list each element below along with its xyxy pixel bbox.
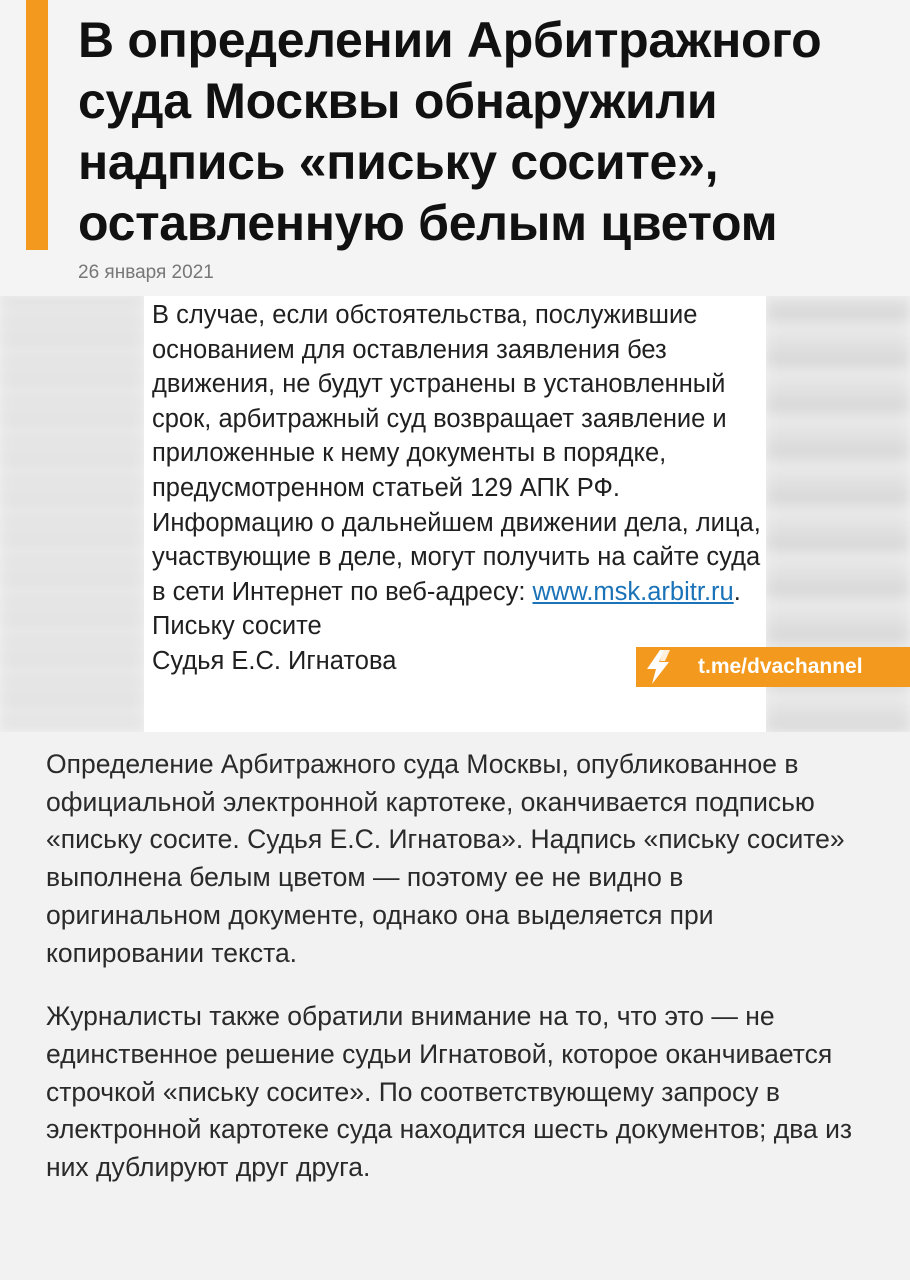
judge-signature: Судья Е.С. Игнатова xyxy=(152,646,397,675)
article-body xyxy=(0,732,910,1187)
document-screenshot xyxy=(0,296,910,732)
document-paragraph: В случае, если обстоятельства, послужившие основанием для оставления заявления без движения, не будут устранены в установленный срок, арбитражный суд возвращает заявление и приложенные к нему документы в порядке, предусмотренном статьей 129 АПК РФ. Информацию о дальнейшем движении дела, лица, участвующие в деле, могут получить на сайте суда в сети Интернет по веб-адресу: xyxy=(152,301,761,606)
channel-badge[interactable] xyxy=(636,647,910,687)
body-paragraph-1: Определение Арбитражного суда Москвы, опубликованное в официальной электронной картотеке, оканчивается подписью «письку сосите. Судья Е.С. Игнатова». Надпись «письку сосите» выполнена белым цветом — поэтому ее не видно в оригинальном документе, однако она выделяется при копировании текста. xyxy=(46,749,845,968)
blurred-edge-left xyxy=(0,296,144,732)
channel-badge-label: t.me/dvachannel xyxy=(698,655,863,678)
document-period: . xyxy=(733,577,741,606)
publish-date: 26 января 2021 xyxy=(78,262,214,283)
hidden-inscription: Письку сосите xyxy=(152,612,322,641)
lightning-bolt-icon xyxy=(636,647,680,687)
document-text xyxy=(152,298,764,679)
headline: В определении Арбитражного суда Москвы обнаружили надпись «письку сосите», оставленную белым цветом xyxy=(78,12,822,251)
court-website-link[interactable]: www.msk.arbitr.ru xyxy=(532,577,734,606)
accent-bar xyxy=(26,0,48,250)
body-paragraph-2: Журналисты также обратили внимание на то, что это — не единственное решение судьи Игнатовой, которое оканчивается строчкой «письку сосите». По соответствующему запросу в электронной картотеке суда находится шесть документов; два из них дублируют друг друга. xyxy=(46,1001,853,1183)
article-header xyxy=(0,0,910,296)
